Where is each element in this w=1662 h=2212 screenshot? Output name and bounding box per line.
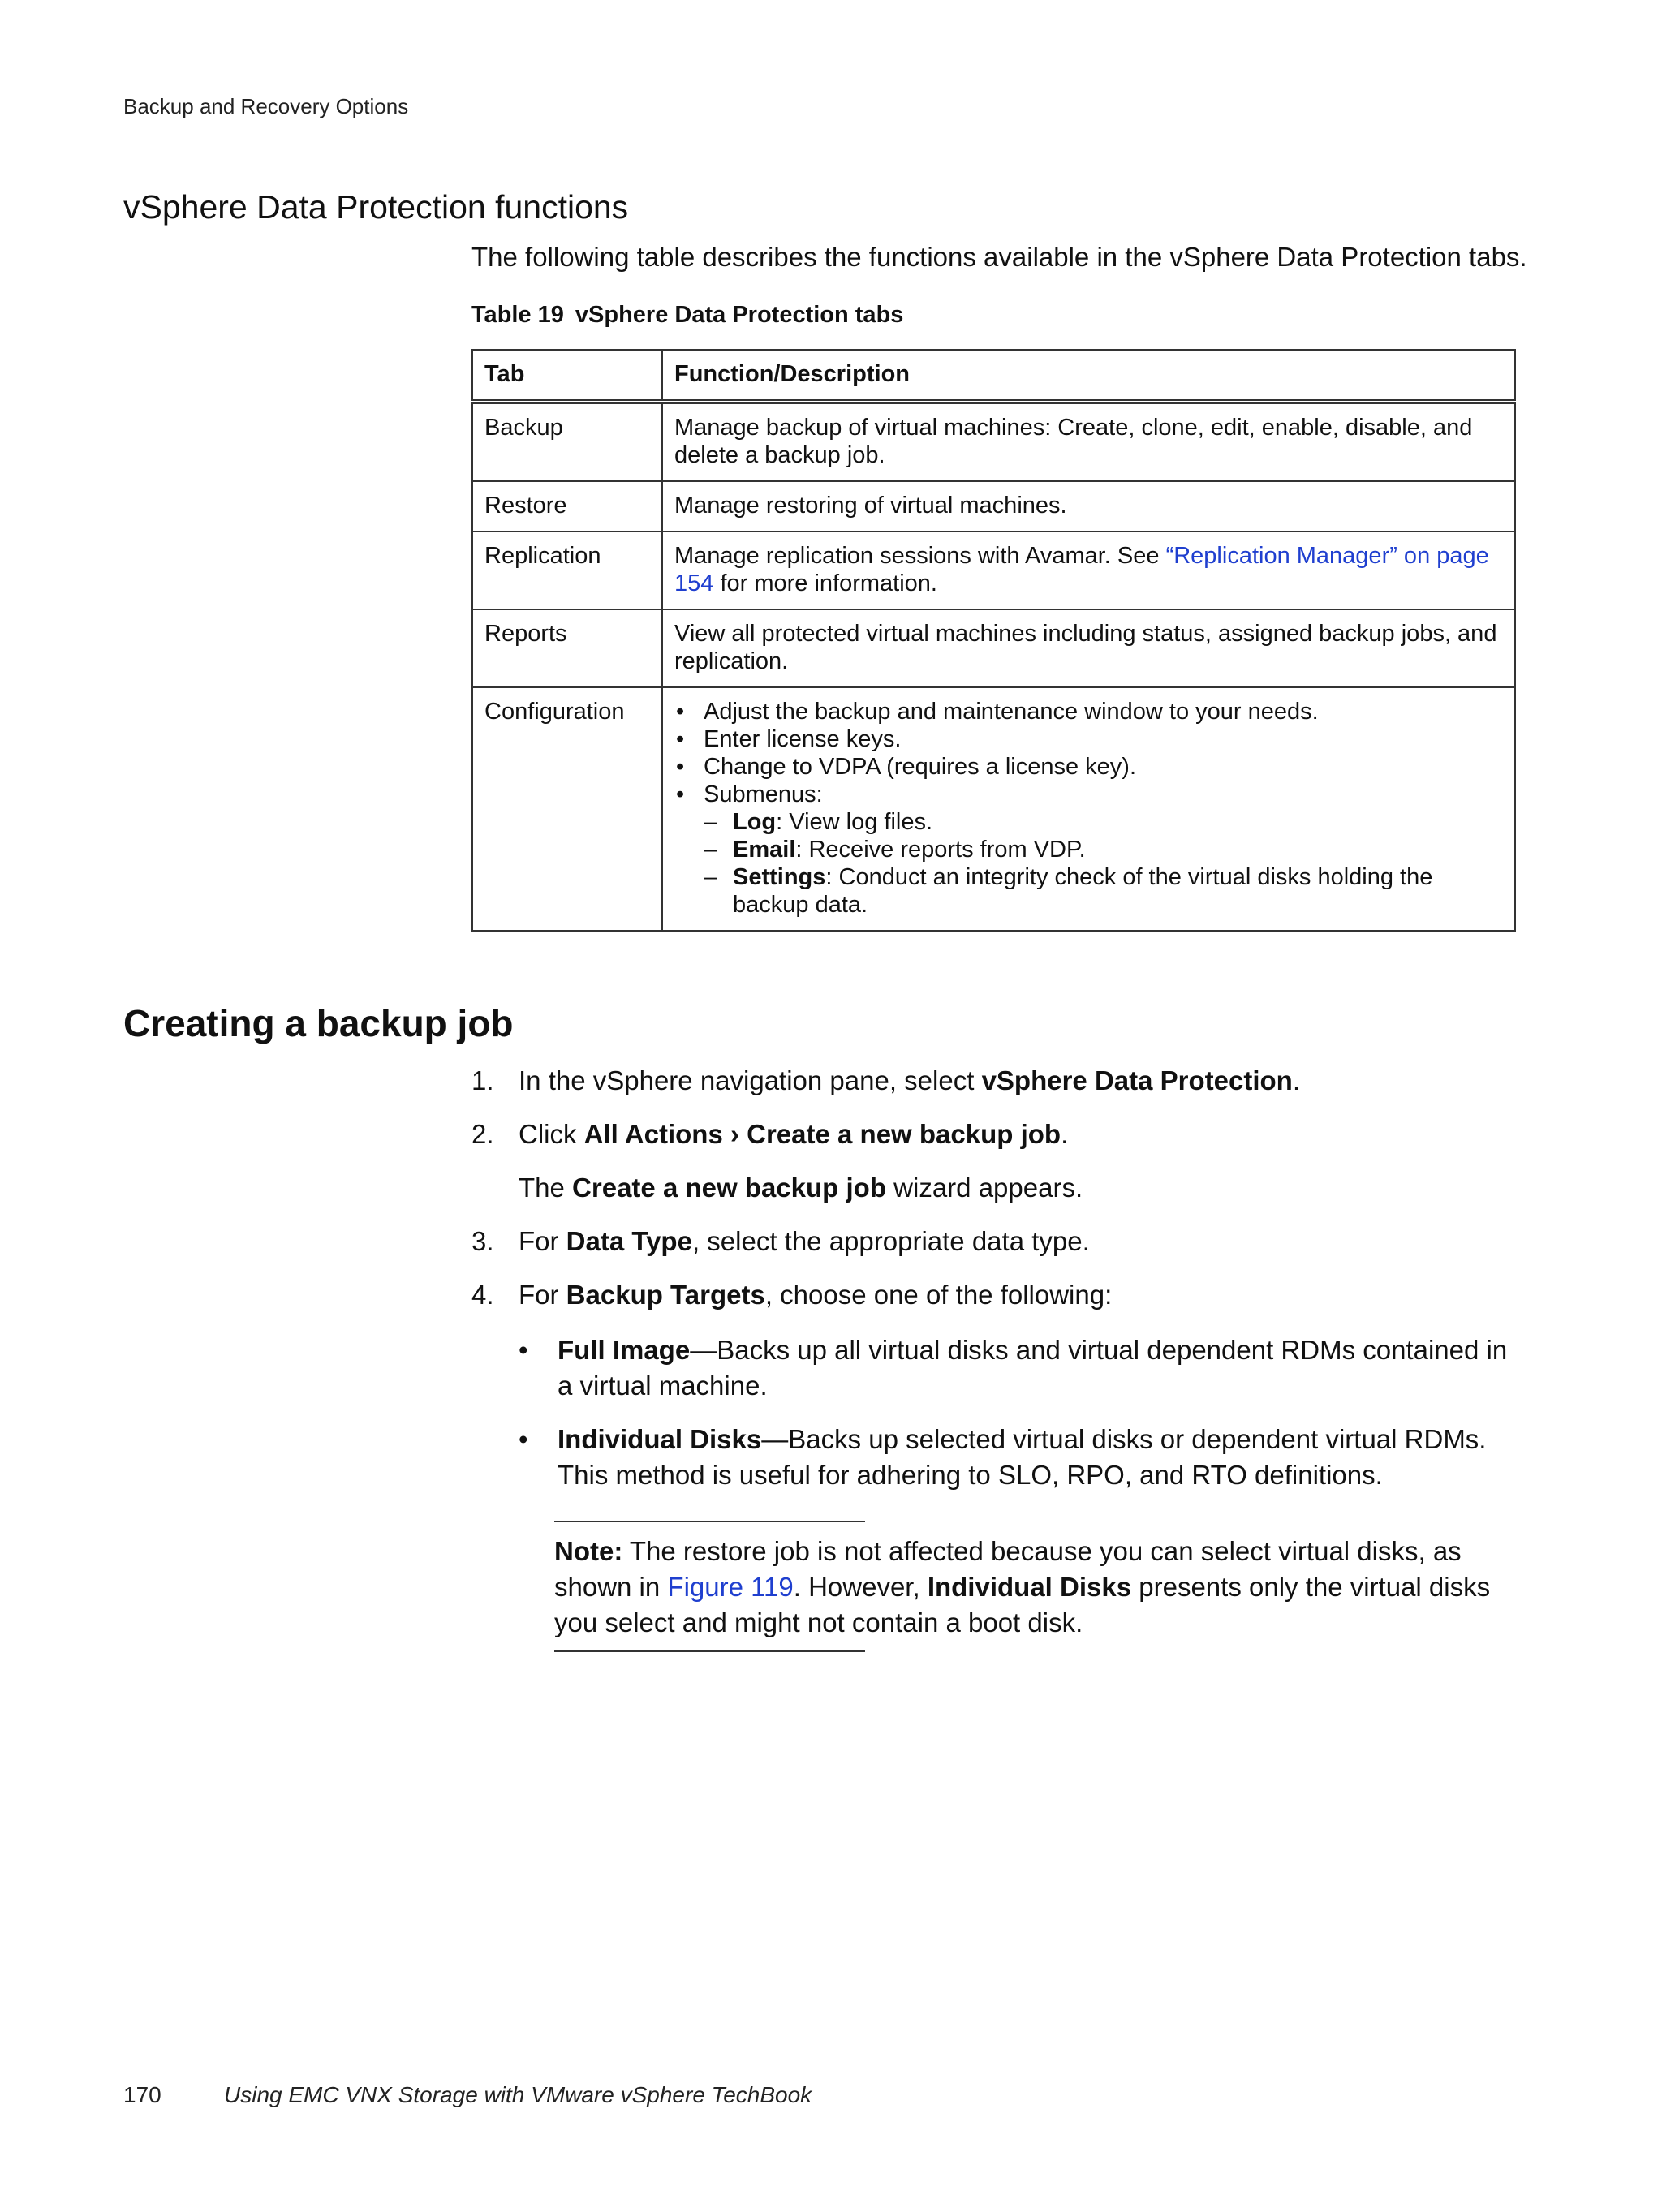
- step-text: Click: [519, 1119, 584, 1149]
- table-header-function: Function/Description: [662, 350, 1515, 402]
- vdp-tabs-table: [471, 349, 1516, 932]
- bullet-icon: •: [519, 1424, 528, 1454]
- table-row: [472, 531, 1515, 609]
- table-row: [472, 481, 1515, 531]
- creating-heading: Creating a backup job: [123, 1002, 514, 1044]
- bullet-icon: •: [519, 1335, 528, 1365]
- page-number: 170: [123, 2082, 161, 2107]
- step-number: 2.: [471, 1119, 494, 1149]
- table-caption-title: vSphere Data Protection tabs: [575, 302, 904, 328]
- note-label: Note:: [554, 1536, 623, 1566]
- step-text: .: [1061, 1119, 1069, 1149]
- submenu-item: [704, 836, 1503, 863]
- table-cell-tab: Replication: [472, 531, 662, 609]
- submenu-text: : View log files.: [776, 809, 933, 835]
- step-text: , select the appropriate data type.: [691, 1226, 1090, 1256]
- note-bold: Individual Disks: [927, 1572, 1132, 1602]
- step-bold: Data Type: [566, 1226, 692, 1256]
- backup-target-option: [471, 1422, 1526, 1493]
- figure-119-link[interactable]: Figure 119: [667, 1572, 794, 1602]
- submenu-term: Email: [733, 837, 796, 863]
- submenu-item: [704, 863, 1503, 919]
- table-cell-tab: Configuration: [472, 687, 662, 931]
- note-text: . However,: [793, 1572, 928, 1602]
- table-header-row: [472, 350, 1515, 402]
- table-row: [472, 402, 1515, 481]
- table-cell-desc: [662, 687, 1515, 931]
- table-cell-desc: [662, 531, 1515, 609]
- step-bold: All Actions › Create a new backup job: [583, 1119, 1061, 1149]
- option-text: —Backs up all virtual disks and virtual dependent RDMs contained in a virtual machine.: [558, 1335, 1508, 1401]
- replication-manager-link[interactable]: “Replication Manager” on page 154: [674, 543, 1489, 596]
- list-item: • Enter license keys.: [674, 725, 1503, 753]
- step-number: 1.: [471, 1065, 494, 1095]
- table-caption-number: Table 19: [471, 302, 564, 328]
- step-number: 3.: [471, 1226, 494, 1256]
- step-text: For: [519, 1226, 566, 1256]
- step-text: The: [519, 1173, 573, 1203]
- list-item: • Change to VDPA (requires a license key).: [674, 753, 1503, 781]
- list-item: • Adjust the backup and maintenance window to your needs.: [674, 698, 1503, 725]
- step-text: For: [519, 1280, 566, 1310]
- submenu-list: [704, 808, 1503, 919]
- table-caption: [471, 302, 903, 329]
- note-bottom-rule: [554, 1650, 865, 1652]
- note-top-rule: [554, 1521, 865, 1522]
- step-bold: vSphere Data Protection: [981, 1065, 1293, 1095]
- step-number: 4.: [471, 1280, 494, 1310]
- step-2: [471, 1118, 1526, 1172]
- step-2-result: [471, 1172, 1526, 1225]
- section-heading: vSphere Data Protection functions: [123, 188, 629, 226]
- procedure-steps: [471, 1065, 1526, 1511]
- backup-target-option: [471, 1332, 1526, 1404]
- table-cell-tab: Reports: [472, 609, 662, 687]
- desc-text: Manage replication sessions with Avamar. See: [674, 543, 1166, 569]
- step-text: , choose one of the following:: [764, 1280, 1113, 1310]
- option-text: —Backs up selected virtual disks or dependent virtual RDMs. This method is useful for adhering to SLO, RPO, and RTO definitions.: [558, 1424, 1487, 1490]
- table-cell-tab: Backup: [472, 402, 662, 481]
- step-bold: Create a new backup job: [572, 1173, 886, 1203]
- running-head: Backup and Recovery Options: [123, 94, 409, 118]
- table-row: [472, 609, 1515, 687]
- table-cell-desc: Manage backup of virtual machines: Create, clone, edit, enable, disable, and delete a backup job.: [662, 402, 1515, 481]
- table-header-tab: Tab: [472, 350, 662, 402]
- note-text: The restore job is not affected because you can select virtual disks, as shown in: [554, 1536, 1462, 1602]
- table-cell-desc: Manage restoring of virtual machines.: [662, 481, 1515, 531]
- list-item: [674, 781, 1503, 919]
- submenus-label: Submenus:: [704, 781, 823, 807]
- step-1: [471, 1065, 1526, 1118]
- step-bold: Backup Targets: [566, 1280, 765, 1310]
- step-3: [471, 1225, 1526, 1279]
- submenu-item: [704, 808, 1503, 836]
- step-4: [471, 1279, 1526, 1332]
- submenu-term: Log: [733, 809, 777, 835]
- table-cell-tab: Restore: [472, 481, 662, 531]
- step-text: wizard appears.: [886, 1173, 1083, 1203]
- note-text: presents only the virtual disks you select and might not contain a boot disk.: [554, 1572, 1491, 1637]
- configuration-list: [674, 698, 1503, 919]
- submenu-text: : Receive reports from VDP.: [795, 837, 1086, 863]
- note-block: [554, 1534, 1520, 1641]
- section-intro: The following table describes the functions available in the vSphere Data Protection tabs.: [471, 242, 1527, 272]
- table-cell-desc: View all protected virtual machines including status, assigned backup jobs, and replication.: [662, 609, 1515, 687]
- desc-text: for more information.: [713, 570, 937, 596]
- table-row: [472, 687, 1515, 931]
- option-term: Individual Disks: [558, 1424, 762, 1454]
- step-text: .: [1292, 1065, 1301, 1095]
- submenu-text: : Conduct an integrity check of the virtual disks holding the backup data.: [733, 864, 1433, 918]
- submenu-term: Settings: [733, 864, 826, 890]
- step-text: In the vSphere navigation pane, select: [519, 1065, 982, 1095]
- option-term: Full Image: [558, 1335, 691, 1365]
- book-title: Using EMC VNX Storage with VMware vSphere TechBook: [224, 2082, 812, 2107]
